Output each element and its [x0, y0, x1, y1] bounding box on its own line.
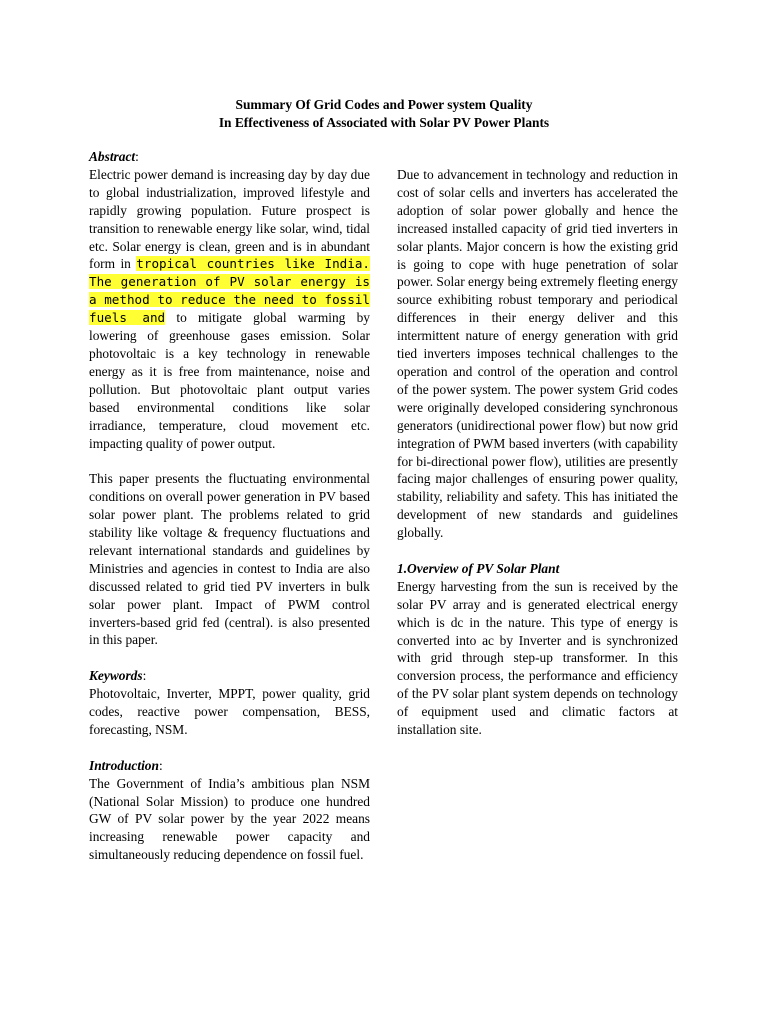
left-column	[89, 148, 370, 864]
abstract-paragraph-2: This paper presents the fluctuating environmental conditions on overall power generation in PV based solar power plant. The problems related to grid stability like voltage & frequency fluctuations and relevant international standards and guidelines by Ministries and agencies in contest to India are also discussed related to grid tied PV inverters in bulk solar power plant. Impact of PWM control inverters-based grid fed (central). is also presented in this paper.	[89, 471, 370, 648]
introduction-text: The Government of India’s ambitious plan NSM (National Solar Mission) to produce one hundred GW of PV solar power by the year 2022 means increasing renewable power capacity and simultaneously reducing dependence on fossil fuel.	[89, 775, 370, 863]
title-line-2: In Effectiveness of Associated with Solar PV Power Plants	[218, 114, 550, 130]
keywords-heading	[89, 667, 370, 685]
right-paragraph-1: Due to advancement in technology and reduction in cost of solar cells and inverters has accelerated the adoption of solar power globally and hence the increased installed capacity of grid tied inverters in solar plants. Major concern is how the existing grid is going to cope with huge penetration of solar power. Solar energy being extremely fleeting energy source exhibiting robust temporary and periodical differences in their energy deliver and this intermittent nature of energy generation with grid tied inverters imposes technical challenges to the operation and control of the operation and control of the power system. The power system Grid codes were originally developed considering synchronous generators (unidirectional power flow) but now grid integration of PWM based inverters (with capability for bi-directional power flow), utilities are presently facing major challenges of ensuring power quality, stability, reliability and safety. This has initiated the development of new standards and guidelines globally.	[397, 167, 678, 541]
title-line-1: Summary Of Grid Codes and Power system Quality	[235, 97, 533, 112]
introduction-heading-colon: :	[158, 757, 163, 773]
abstract-highlighted-text: tropical countries like India. The generation of PV solar energy is a method to reduce the need to fossil fuels and	[89, 256, 370, 326]
keywords-heading-label: Keywords	[89, 668, 143, 684]
abstract-text-after: to mitigate global warming by lowering of greenhouse gases emission. Solar photovoltaic is a key technology in renewable energy as it is free from maintenance, noise and pollution. But photovoltaic plant output varies based environmental conditions like solar irradiance, temperature, cloud movement etc. impacting quality of power output.	[89, 310, 370, 451]
abstract-paragraph-1	[89, 166, 370, 453]
section-heading-overview: 1.Overview of PV Solar Plant	[397, 560, 560, 576]
introduction-heading-label: Introduction	[89, 757, 159, 773]
keywords-heading-colon: :	[142, 668, 147, 684]
abstract-heading-colon: :	[135, 149, 139, 164]
abstract-heading	[89, 148, 370, 166]
right-column	[397, 166, 678, 739]
paper-title	[0, 96, 768, 131]
keywords-text: Photovoltaic, Inverter, MPPT, power quality, grid codes, reactive power compensation, BESS, forecasting, NSM.	[89, 686, 370, 737]
section-overview-text: Energy harvesting from the sun is received by the solar PV array and is generated electrical energy which is dc in the nature. This type of energy is converted into ac by Inverter and is synchronized with grid through step-up transformer. In this conversion process, the performance and efficiency of the PV solar plant system depends on technology of equipment used and climatic factors at installation site.	[397, 578, 678, 738]
abstract-text-before: Electric power demand is increasing day by day due to global industrialization, improved lifestyle and rapidly growing population. Future prospect is transition to renewable energy like solar, wind, tidal etc. Solar energy is clean, green and is in abundant form in	[89, 166, 370, 272]
abstract-heading-label: Abstract	[89, 149, 136, 164]
introduction-heading	[89, 757, 370, 775]
